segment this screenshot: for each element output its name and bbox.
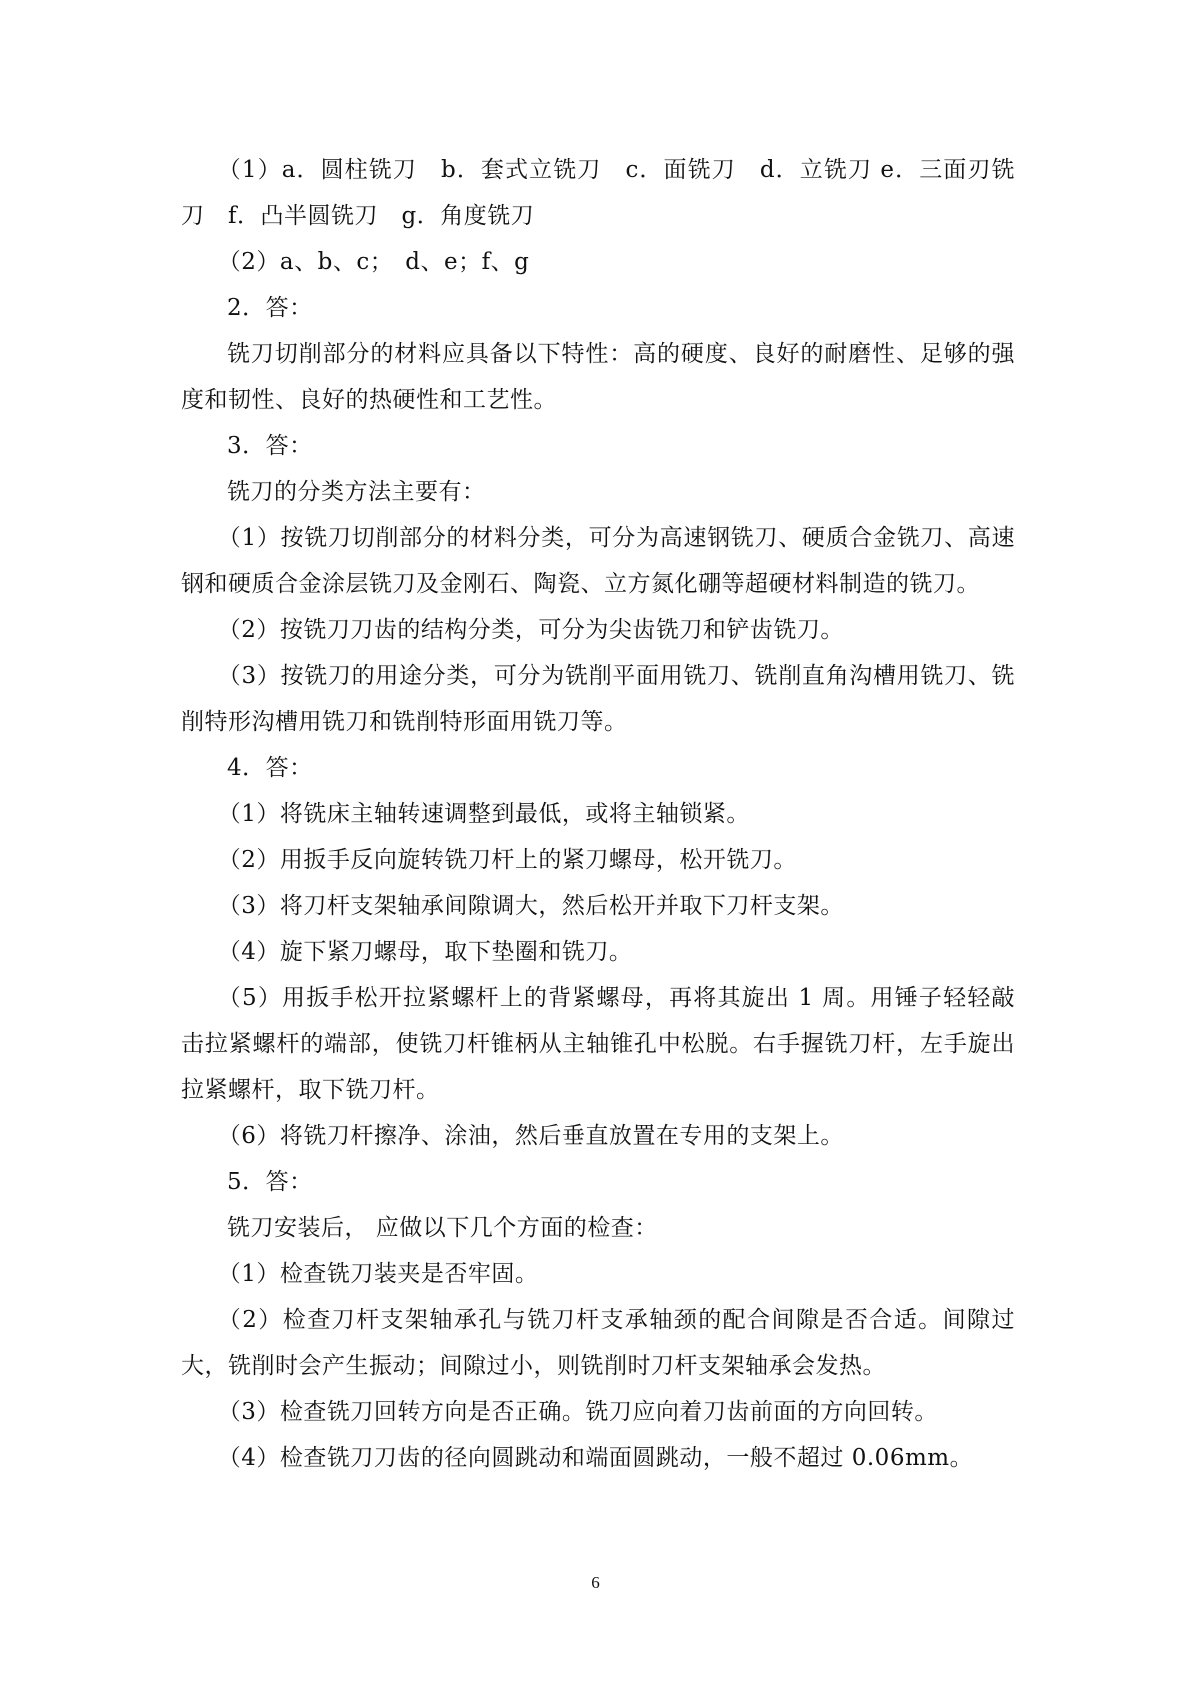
paragraph-13: （3）将刀杆支架轴承间隙调大，然后松开并取下刀杆支架。 xyxy=(217,893,844,919)
paragraph-19: （1）检查铣刀装夹是否牢固。 xyxy=(217,1261,539,1287)
paragraph-1: （1）a．圆柱铣刀 b．套式立铣刀 c．面铣刀 d．立铣刀 e．三面刃铣刀 f．凸半圆铣刀 g．角度铣刀 xyxy=(181,157,1015,229)
paragraph-9: （3）按铣刀的用途分类，可分为铣削平面用铣刀、铣削直角沟槽用铣刀、铣削特形沟槽用铣刀和铣削特形面用铣刀等。 xyxy=(181,663,1015,735)
paragraph-21: （3）检查铣刀回转方向是否正确。铣刀应向着刀齿前面的方向回转。 xyxy=(217,1399,938,1425)
paragraph-22: （4）检查铣刀刀齿的径向圆跳动和端面圆跳动，一般不超过 0.06mm。 xyxy=(217,1445,974,1471)
answer-heading-3: 3．答： xyxy=(227,433,313,459)
paragraph-4: 铣刀切削部分的材料应具备以下特性：高的硬度、良好的耐磨性、足够的强度和韧性、良好的热硬性和工艺性。 xyxy=(181,341,1015,413)
paragraph-6: 铣刀的分类方法主要有： xyxy=(227,479,486,505)
paragraph-16: （6）将铣刀杆擦净、涂油，然后垂直放置在专用的支架上。 xyxy=(217,1123,844,1149)
answer-heading-2: 2．答： xyxy=(227,295,313,321)
page-number: 6 xyxy=(591,1573,600,1592)
paragraph-8: （2）按铣刀刀齿的结构分类，可分为尖齿铣刀和铲齿铣刀。 xyxy=(217,617,844,643)
paragraph-11: （1）将铣床主轴转速调整到最低，或将主轴锁紧。 xyxy=(217,801,750,827)
paragraph-12: （2）用扳手反向旋转铣刀杆上的紧刀螺母，松开铣刀。 xyxy=(217,847,797,873)
answer-heading-5: 5．答： xyxy=(227,1169,313,1195)
paragraph-7: （1）按铣刀切削部分的材料分类，可分为高速钢铣刀、硬质合金铣刀、高速钢和硬质合金涂层铣刀及金刚石、陶瓷、立方氮化硼等超硬材料制造的铣刀。 xyxy=(181,525,1015,597)
paragraph-20: （2）检查刀杆支架轴承孔与铣刀杆支承轴颈的配合间隙是否合适。间隙过大，铣削时会产生振动；间隙过小，则铣削时刀杆支架轴承会发热。 xyxy=(181,1307,1015,1379)
paragraph-15: （5）用扳手松开拉紧螺杆上的背紧螺母，再将其旋出 1 周。用锤子轻轻敲击拉紧螺杆的端部，使铣刀杆锥柄从主轴锥孔中松脱。右手握铣刀杆，左手旋出拉紧螺杆，取下铣刀杆。 xyxy=(181,985,1015,1103)
paragraph-18: 铣刀安装后， 应做以下几个方面的检查： xyxy=(227,1215,658,1241)
document-body xyxy=(181,147,1015,1481)
paragraph-2: （2）a、b、c； d、e；f、g xyxy=(217,249,530,275)
answer-heading-4: 4．答： xyxy=(227,755,313,781)
paragraph-14: （4）旋下紧刀螺母，取下垫圈和铣刀。 xyxy=(217,939,633,965)
